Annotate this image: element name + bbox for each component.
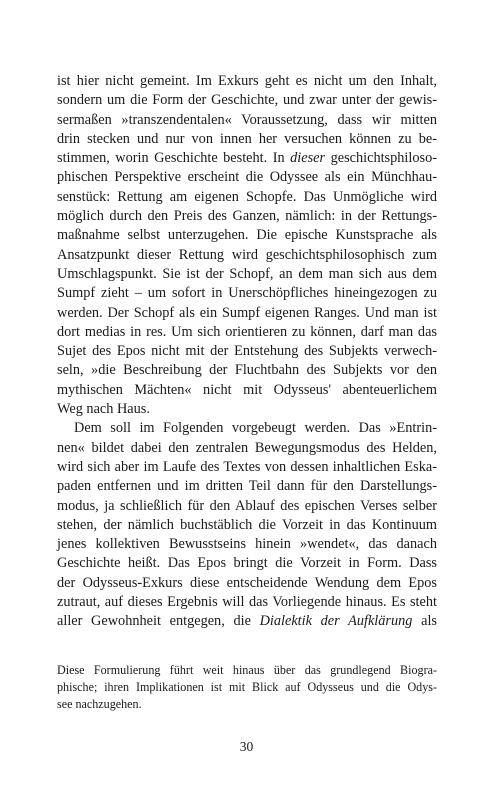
body-line-text: als bbox=[412, 613, 437, 630]
body-line-text: ist hier nicht gemeint. Im Exkurs geht es nicht um den Inhalt, bbox=[57, 73, 437, 89]
body-line-emphasis: Dialektik der Aufklärung bbox=[259, 613, 413, 630]
body-line bbox=[57, 516, 437, 535]
body-line-text: drin stecken und nur von innen her versuchen können zu be- bbox=[57, 130, 437, 147]
body-line bbox=[57, 400, 437, 419]
footnote-line-text: Diese Formulierung führt weit hinaus über das grundlegend Biogra- bbox=[57, 663, 437, 677]
body-line bbox=[57, 342, 437, 361]
body-line bbox=[57, 111, 437, 130]
footnote-line-text: see nachzugehen. bbox=[57, 697, 142, 711]
body-line bbox=[57, 207, 437, 226]
body-line bbox=[57, 574, 437, 593]
body-line bbox=[57, 554, 437, 573]
body-line-text: paden entfernen und im dritten Teil dann für den Darstellungs- bbox=[57, 478, 437, 495]
body-line-text: werden. Der Schopf als ein Sumpf eigenen Ranges. Und man ist bbox=[57, 304, 437, 321]
body-line bbox=[57, 188, 437, 207]
body-line bbox=[57, 439, 437, 458]
footnote-line-text: phische; ihren Implikationen ist mit Blick auf Odysseus und die Odys- bbox=[57, 680, 437, 694]
body-line-text: sondern um die Form der Geschichte, und zwar unter der gewis- bbox=[57, 92, 437, 109]
body-line bbox=[57, 130, 437, 149]
body-line-text: der Odysseus-Exkurs diese entscheidende Wendung dem Epos bbox=[57, 574, 437, 591]
body-line-text: senstück: Rettung am eigenen Schopfe. Das Unmögliche wird bbox=[57, 188, 437, 205]
body-line-text: jenes kollektiven Bewusstseins hinein »wendet«, das danach bbox=[57, 536, 437, 553]
body-line bbox=[57, 535, 437, 554]
footnote bbox=[57, 662, 437, 713]
body-line-text: seln, »die Beschreibung der Fluchtbahn des Subjekts vor den bbox=[57, 362, 437, 379]
body-line-text: möglich durch den Preis des Ganzen, nämlich: in der Rettungs- bbox=[57, 208, 437, 225]
body-line bbox=[57, 497, 437, 516]
body-line-text: aller Gewohnheit entgegen, die bbox=[57, 613, 260, 630]
body-line-text: mythischen Mächten« nicht mit Odysseus' abenteuerlichem bbox=[57, 381, 437, 398]
body-line bbox=[57, 149, 437, 168]
footnote-line bbox=[57, 662, 437, 679]
body-line bbox=[57, 168, 437, 187]
body-line bbox=[57, 265, 437, 284]
body-line bbox=[57, 284, 437, 303]
footnote-line bbox=[57, 696, 437, 713]
body-line-text: stehen, der nämlich buchstäblich die Vorzeit in das Kontinuum bbox=[57, 516, 437, 533]
body-line-text: modus, ja schließlich für den Ablauf des epischen Verses selber bbox=[57, 497, 437, 514]
body-text bbox=[57, 72, 437, 632]
body-line bbox=[57, 304, 437, 323]
body-line-text: Sumpf zieht – um sofort in Unerschöpfliches hineingezogen zu bbox=[57, 285, 437, 302]
body-line-text: Sujet des Epos nicht mit der Entstehung des Subjekts verwech- bbox=[57, 343, 437, 360]
body-line bbox=[57, 361, 437, 380]
body-line bbox=[57, 381, 437, 400]
body-line-text: Dem soll im Folgenden vorgebeugt werden. Das »Entrin- bbox=[74, 420, 437, 437]
body-line-text: Umschlagspunkt. Sie ist der Schopf, an dem man sich aus dem bbox=[57, 265, 437, 282]
page-number: 30 bbox=[239, 739, 254, 754]
footnote-line bbox=[57, 679, 437, 696]
body-line bbox=[57, 458, 437, 477]
body-line-text: Ansatzpunkt dieser Rettung wird geschichtsphilosophisch zum bbox=[57, 246, 437, 263]
body-line-text: dort medias in res. Um sich orientieren zu können, darf man das bbox=[57, 323, 437, 340]
body-line bbox=[57, 612, 437, 631]
body-line-text: geschichtsphiloso- bbox=[325, 150, 437, 167]
body-line-text: maßnahme selbst unterzugehen. Die epische Kunstsprache als bbox=[57, 227, 437, 244]
body-line bbox=[57, 323, 437, 342]
body-line-text: zutraut, auf dieses Ergebnis will das Vorliegende hinaus. Es steht bbox=[57, 594, 437, 611]
body-line-text: nen« bildet dabei den zentralen Bewegungsmodus des Helden, bbox=[57, 439, 437, 456]
body-line-text: phischen Perspektive erscheint die Odyssee als ein Münchhau- bbox=[57, 169, 437, 186]
body-line-emphasis: dieser bbox=[290, 150, 326, 167]
body-line bbox=[57, 419, 437, 438]
body-line-text: stimmen, worin Geschichte besteht. In bbox=[57, 150, 291, 167]
body-line-text: Weg nach Haus. bbox=[57, 401, 150, 418]
body-line bbox=[57, 72, 437, 91]
body-line-text: sermaßen »transzendentalen« Voraussetzung, dass wir mitten bbox=[57, 111, 437, 128]
body-line bbox=[57, 226, 437, 245]
body-line bbox=[57, 91, 437, 110]
body-line bbox=[57, 477, 437, 496]
body-line-text: Geschichte heißt. Das Epos bringt die Vorzeit in Form. Dass bbox=[57, 555, 437, 572]
body-line-text: wird sich aber im Laufe des Textes von dessen inhaltlichen Eska- bbox=[57, 458, 437, 475]
body-line bbox=[57, 593, 437, 612]
body-line bbox=[57, 246, 437, 265]
